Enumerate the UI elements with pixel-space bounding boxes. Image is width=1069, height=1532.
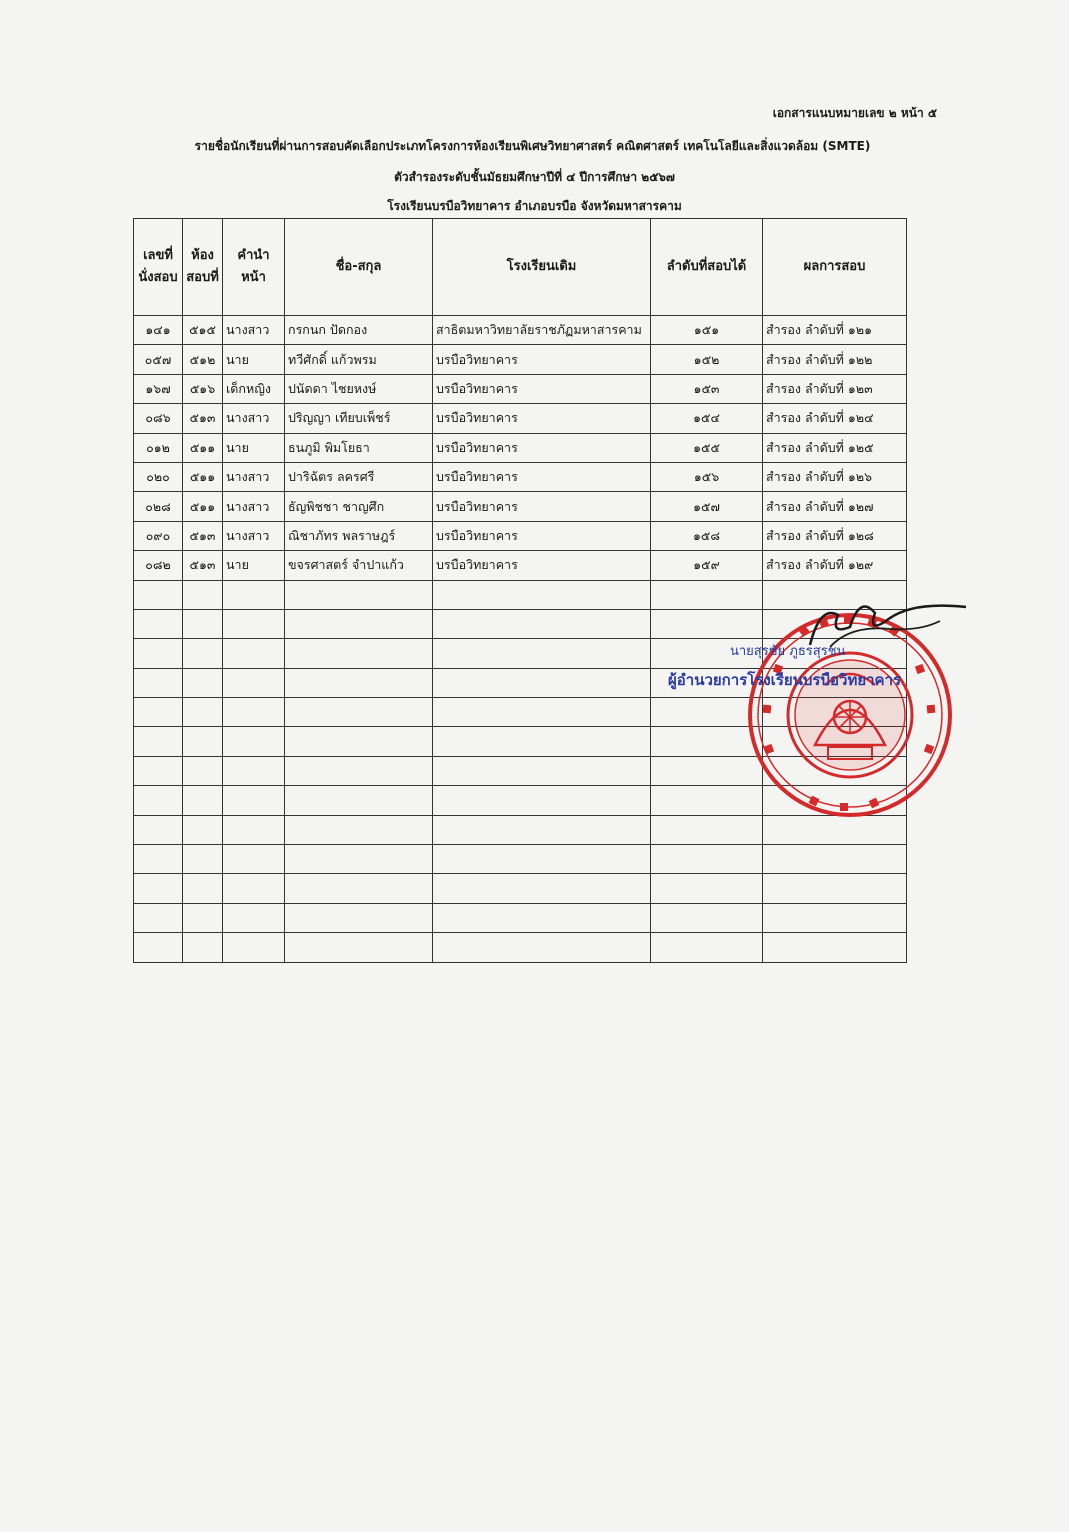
col-header-result: ผลการสอบ — [763, 219, 907, 316]
result-cell — [763, 903, 907, 932]
empty-table-row — [134, 933, 907, 962]
prefix-cell — [223, 845, 285, 874]
name-cell: ปริญญา เทียบเพ็ชร์ — [285, 404, 433, 433]
name-cell: กรกนก ปัดกอง — [285, 316, 433, 345]
table-row — [134, 345, 907, 374]
table-row — [134, 492, 907, 521]
col-header-rank: ลำดับที่สอบได้ — [651, 219, 763, 316]
table-row — [134, 316, 907, 345]
document-title: รายชื่อนักเรียนที่ผ่านการสอบคัดเลือกประเภทโครงการห้องเรียนพิเศษวิทยาศาสตร์ คณิตศาสตร์ เทคโนโลยีและสิ่งแวดล้อม (SMTE) — [194, 139, 871, 153]
seat-cell: ๐๘๖ — [134, 404, 183, 433]
school-cell: สาธิตมหาวิทยาลัยราชภัฏมหาสารคาม — [433, 316, 651, 345]
room-cell — [183, 903, 223, 932]
room-cell: ๕๑๒ — [183, 345, 223, 374]
prefix-cell — [223, 874, 285, 903]
prefix-cell — [223, 933, 285, 962]
seat-cell — [134, 756, 183, 785]
school-cell — [433, 933, 651, 962]
room-cell: ๕๑๕ — [183, 316, 223, 345]
name-cell: ทวีศักดิ์ แก้วพรม — [285, 345, 433, 374]
seat-cell — [134, 815, 183, 844]
prefix-cell — [223, 756, 285, 785]
name-cell — [285, 845, 433, 874]
result-cell: สำรอง ลำดับที่ ๑๒๗ — [763, 492, 907, 521]
seat-cell — [134, 903, 183, 932]
prefix-cell: นางสาว — [223, 462, 285, 491]
empty-table-row — [134, 903, 907, 932]
prefix-cell: นางสาว — [223, 316, 285, 345]
prefix-cell: เด็กหญิง — [223, 374, 285, 403]
seat-cell — [134, 933, 183, 962]
table-row — [134, 462, 907, 491]
table-header-row — [134, 219, 907, 316]
seat-cell — [134, 580, 183, 609]
name-cell — [285, 815, 433, 844]
table-row — [134, 433, 907, 462]
result-cell — [763, 933, 907, 962]
rank-cell — [651, 874, 763, 903]
signature-block — [640, 585, 970, 825]
signatory-name: นายสุรชัย ภูธรสุรชน — [730, 644, 846, 659]
room-cell — [183, 580, 223, 609]
room-cell — [183, 609, 223, 638]
school-cell — [433, 903, 651, 932]
prefix-cell — [223, 903, 285, 932]
name-cell — [285, 580, 433, 609]
room-cell — [183, 845, 223, 874]
prefix-cell: นางสาว — [223, 521, 285, 550]
seat-cell — [134, 668, 183, 697]
school-cell: บรบือวิทยาคาร — [433, 374, 651, 403]
school-cell: บรบือวิทยาคาร — [433, 433, 651, 462]
school-cell — [433, 845, 651, 874]
seat-cell: ๐๘๒ — [134, 551, 183, 580]
signatory-position: ผู้อำนวยการโรงเรียนบรบือวิทยาคาร — [668, 671, 902, 689]
school-cell — [433, 698, 651, 727]
result-cell: สำรอง ลำดับที่ ๑๒๙ — [763, 551, 907, 580]
table-row — [134, 521, 907, 550]
seat-cell: ๑๔๑ — [134, 316, 183, 345]
prefix-cell: นางสาว — [223, 492, 285, 521]
name-cell — [285, 698, 433, 727]
prefix-cell — [223, 668, 285, 697]
result-cell: สำรอง ลำดับที่ ๑๒๑ — [763, 316, 907, 345]
seat-cell — [134, 845, 183, 874]
prefix-cell — [223, 698, 285, 727]
result-cell — [763, 874, 907, 903]
prefix-cell: นางสาว — [223, 404, 285, 433]
school-location-line: โรงเรียนบรบือวิทยาคาร อำเภอบรบือ จังหวัดมหาสารคาม — [387, 199, 682, 213]
result-cell: สำรอง ลำดับที่ ๑๒๕ — [763, 433, 907, 462]
room-cell: ๕๑๓ — [183, 404, 223, 433]
seat-cell — [134, 698, 183, 727]
name-cell: ธัญพิชชา ชาญศึก — [285, 492, 433, 521]
name-cell: ธนภูมิ พิมโยธา — [285, 433, 433, 462]
rank-cell: ๑๕๙ — [651, 551, 763, 580]
rank-cell — [651, 933, 763, 962]
col-header-school: โรงเรียนเดิม — [433, 219, 651, 316]
prefix-cell: นาย — [223, 551, 285, 580]
name-cell — [285, 903, 433, 932]
room-cell: ๕๑๓ — [183, 551, 223, 580]
name-cell — [285, 933, 433, 962]
school-cell — [433, 874, 651, 903]
result-cell: สำรอง ลำดับที่ ๑๒๖ — [763, 462, 907, 491]
room-cell: ๕๑๓ — [183, 521, 223, 550]
rank-cell: ๑๕๒ — [651, 345, 763, 374]
prefix-cell — [223, 786, 285, 815]
table-row — [134, 404, 907, 433]
room-cell — [183, 639, 223, 668]
col-header-room: ห้องสอบที่ — [183, 219, 223, 316]
school-cell — [433, 580, 651, 609]
rank-cell: ๑๕๖ — [651, 462, 763, 491]
school-cell: บรบือวิทยาคาร — [433, 462, 651, 491]
name-cell — [285, 874, 433, 903]
table-row — [134, 551, 907, 580]
seat-cell: ๐๒๐ — [134, 462, 183, 491]
seat-cell: ๐๑๒ — [134, 433, 183, 462]
name-cell: ปนัดดา ไชยหงษ์ — [285, 374, 433, 403]
prefix-cell — [223, 639, 285, 668]
school-cell: บรบือวิทยาคาร — [433, 551, 651, 580]
name-cell: ขจรศาสตร์ จำปาแก้ว — [285, 551, 433, 580]
name-cell: ณิชาภัทร พลราษฎร์ — [285, 521, 433, 550]
school-cell — [433, 727, 651, 756]
result-cell: สำรอง ลำดับที่ ๑๒๘ — [763, 521, 907, 550]
prefix-cell: นาย — [223, 345, 285, 374]
school-cell — [433, 639, 651, 668]
school-cell: บรบือวิทยาคาร — [433, 345, 651, 374]
seat-cell — [134, 609, 183, 638]
seat-cell — [134, 639, 183, 668]
room-cell — [183, 933, 223, 962]
room-cell — [183, 727, 223, 756]
school-cell — [433, 609, 651, 638]
name-cell: ปาริฉัตร ลครศรี — [285, 462, 433, 491]
school-cell: บรบือวิทยาคาร — [433, 404, 651, 433]
rank-cell: ๑๕๑ — [651, 316, 763, 345]
seat-cell — [134, 727, 183, 756]
result-cell: สำรอง ลำดับที่ ๑๒๓ — [763, 374, 907, 403]
seat-cell: ๑๖๗ — [134, 374, 183, 403]
seat-cell: ๐๒๘ — [134, 492, 183, 521]
prefix-cell — [223, 580, 285, 609]
name-cell — [285, 668, 433, 697]
school-cell: บรบือวิทยาคาร — [433, 492, 651, 521]
room-cell — [183, 815, 223, 844]
room-cell: ๕๑๖ — [183, 374, 223, 403]
rank-cell — [651, 903, 763, 932]
result-cell — [763, 845, 907, 874]
room-cell: ๕๑๑ — [183, 492, 223, 521]
col-header-seat: เลขที่นั่งสอบ — [134, 219, 183, 316]
page-reference: เอกสารแนบหมายเลข ๒ หน้า ๕ — [772, 106, 937, 120]
col-header-prefix: คำนำหน้า — [223, 219, 285, 316]
school-cell — [433, 786, 651, 815]
room-cell — [183, 698, 223, 727]
rank-cell: ๑๕๘ — [651, 521, 763, 550]
school-cell — [433, 668, 651, 697]
seat-cell — [134, 874, 183, 903]
seat-cell: ๐๕๗ — [134, 345, 183, 374]
rank-cell: ๑๕๔ — [651, 404, 763, 433]
prefix-cell — [223, 609, 285, 638]
school-cell — [433, 815, 651, 844]
table-row — [134, 374, 907, 403]
result-cell: สำรอง ลำดับที่ ๑๒๔ — [763, 404, 907, 433]
empty-table-row — [134, 874, 907, 903]
seat-cell — [134, 786, 183, 815]
col-header-name: ชื่อ-สกุล — [285, 219, 433, 316]
room-cell — [183, 874, 223, 903]
seat-cell: ๐๙๐ — [134, 521, 183, 550]
rank-cell: ๑๕๓ — [651, 374, 763, 403]
school-cell — [433, 756, 651, 785]
room-cell — [183, 756, 223, 785]
school-cell: บรบือวิทยาคาร — [433, 521, 651, 550]
prefix-cell: นาย — [223, 433, 285, 462]
room-cell: ๕๑๑ — [183, 462, 223, 491]
rank-cell — [651, 845, 763, 874]
name-cell — [285, 786, 433, 815]
name-cell — [285, 756, 433, 785]
room-cell — [183, 786, 223, 815]
rank-cell: ๑๕๕ — [651, 433, 763, 462]
room-cell: ๕๑๑ — [183, 433, 223, 462]
prefix-cell — [223, 727, 285, 756]
name-cell — [285, 727, 433, 756]
document-subtitle: ตัวสำรองระดับชั้นมัธยมศึกษาปีที่ ๔ ปีการศึกษา ๒๕๖๗ — [394, 170, 675, 184]
result-cell: สำรอง ลำดับที่ ๑๒๒ — [763, 345, 907, 374]
rank-cell: ๑๕๗ — [651, 492, 763, 521]
room-cell — [183, 668, 223, 697]
name-cell — [285, 639, 433, 668]
prefix-cell — [223, 815, 285, 844]
name-cell — [285, 609, 433, 638]
empty-table-row — [134, 845, 907, 874]
